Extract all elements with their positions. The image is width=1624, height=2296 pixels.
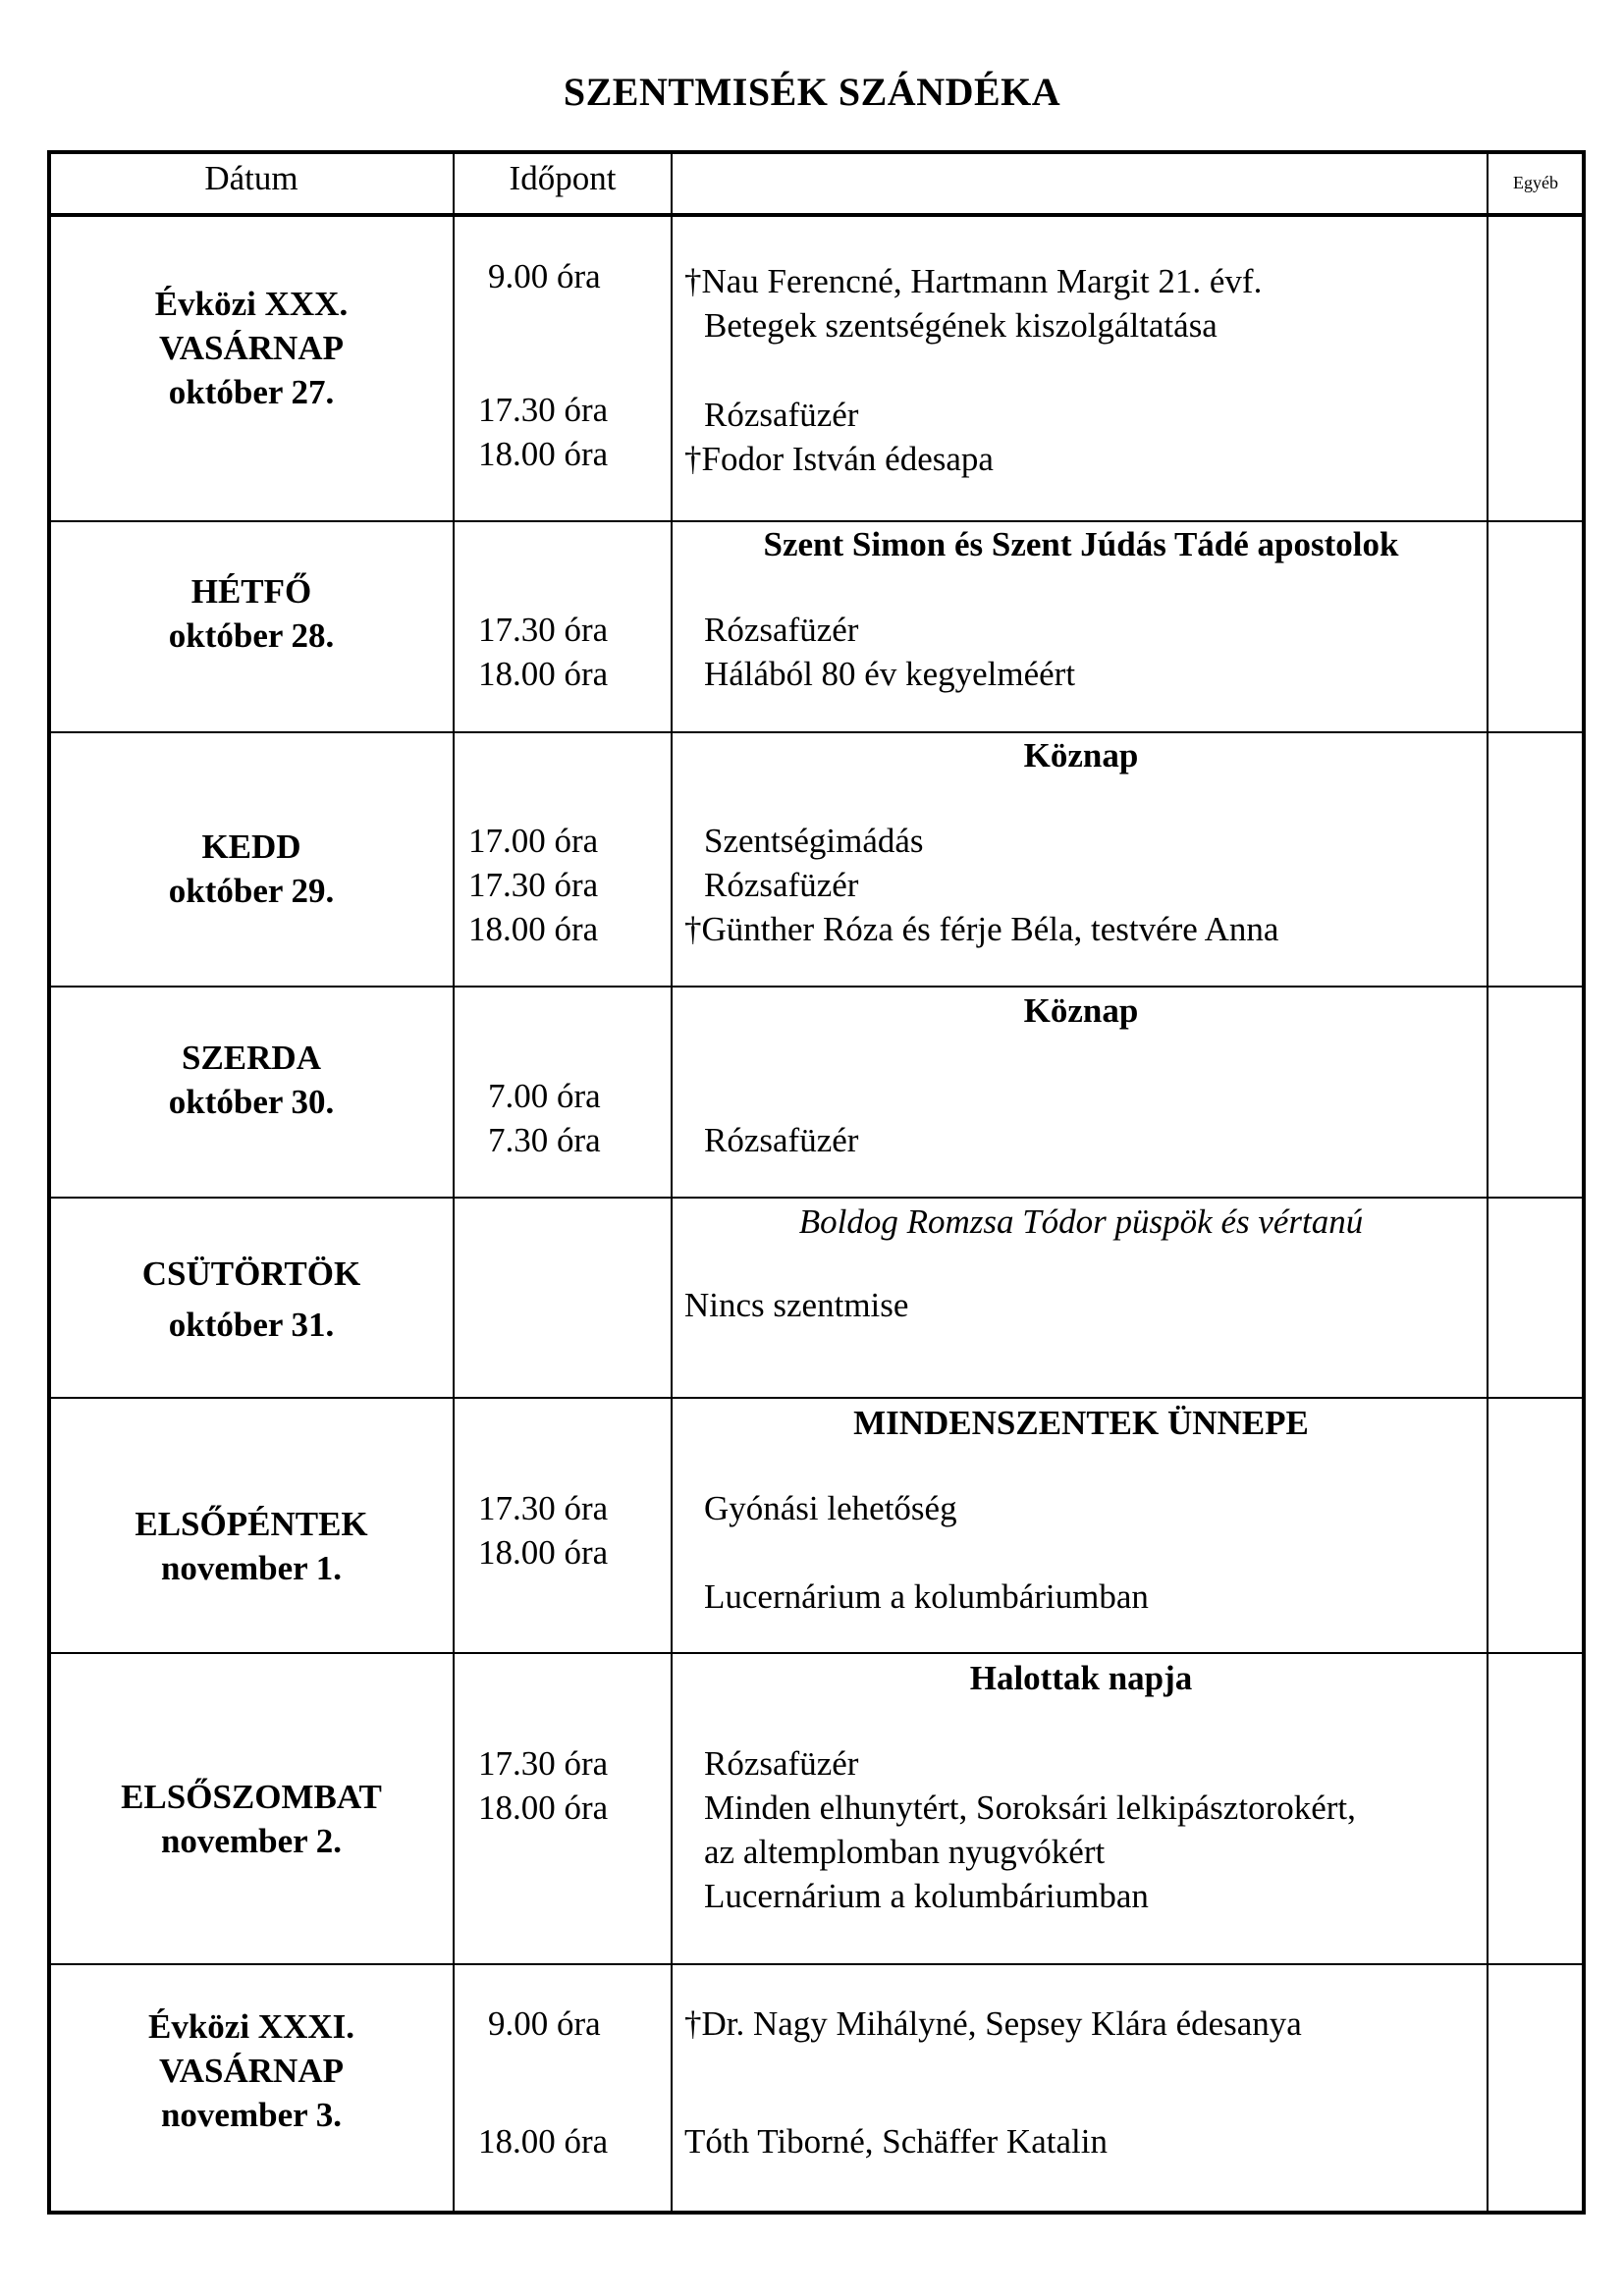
mass-time: 18.00 óra — [478, 435, 609, 473]
mass-time: 17.00 óra — [468, 822, 599, 860]
day-label: ELSŐPÉNTEK november 1. — [135, 1505, 368, 1587]
feast-title: Halottak napja — [969, 1659, 1193, 1697]
day-label: HÉTFŐ október 28. — [168, 572, 335, 655]
row-divider — [47, 1397, 1586, 1399]
column-divider — [671, 150, 673, 2215]
feast-title: Köznap — [1023, 736, 1139, 774]
mass-time: 9.00 óra — [488, 257, 601, 295]
mass-time: 7.00 óra — [488, 1077, 601, 1115]
feast-title: Boldog Romzsa Tódor püspök és vértanú — [798, 1202, 1364, 1241]
intention-line: Minden elhunytért, Soroksári lelkipásztorokért, — [704, 1789, 1356, 1827]
day-label: ELSŐSZOMBAT november 2. — [121, 1778, 382, 1860]
intention-line: Betegek szentségének kiszolgáltatása — [704, 306, 1218, 345]
row-divider — [47, 1197, 1586, 1199]
mass-time: 7.30 óra — [488, 1121, 601, 1159]
header-time: Időpont — [509, 159, 617, 197]
intention-line: Tóth Tiborné, Schäffer Katalin — [684, 2122, 1108, 2161]
intention-line: Nincs szentmise — [684, 1286, 909, 1324]
header-other: Egyéb — [1513, 173, 1558, 192]
mass-time: 18.00 óra — [478, 1533, 609, 1572]
day-label: SZERDA október 30. — [168, 1039, 335, 1121]
mass-time: 18.00 óra — [478, 2122, 609, 2161]
intention-line: Rózsafüzér — [704, 1744, 859, 1783]
mass-time: 17.30 óra — [478, 1489, 609, 1527]
row-divider — [47, 986, 1586, 988]
row-divider — [47, 1652, 1586, 1654]
intention-line: †Nau Ferencné, Hartmann Margit 21. évf. — [684, 262, 1263, 300]
intention-line: †Fodor István édesapa — [684, 440, 994, 478]
feast-title: Köznap — [1023, 991, 1139, 1030]
feast-title: MINDENSZENTEK ÜNNEPE — [853, 1404, 1309, 1442]
mass-time: 17.30 óra — [478, 391, 609, 429]
intention-line: Gyónási lehetőség — [704, 1489, 957, 1527]
mass-time: 18.00 óra — [468, 910, 599, 948]
header-date: Dátum — [204, 159, 298, 197]
day-label: KEDD október 29. — [168, 828, 335, 910]
mass-time: 17.30 óra — [478, 1744, 609, 1783]
column-divider — [1487, 150, 1489, 2215]
row-divider — [47, 1963, 1586, 1965]
intention-line: Hálából 80 év kegyelméért — [704, 655, 1076, 693]
page-title: SZENTMISÉK SZÁNDÉKA — [563, 70, 1061, 114]
intention-line: Szentségimádás — [704, 822, 924, 860]
row-divider — [47, 520, 1586, 522]
mass-time: 18.00 óra — [478, 655, 609, 693]
intention-line: †Günther Róza és férje Béla, testvére Anna — [684, 910, 1279, 948]
mass-time: 9.00 óra — [488, 2004, 601, 2043]
column-divider — [453, 150, 455, 2215]
day-label: Évközi XXXI. VASÁRNAP november 3. — [147, 2007, 355, 2134]
row-divider — [47, 731, 1586, 733]
header-divider — [47, 213, 1586, 217]
intention-line: Rózsafüzér — [704, 866, 859, 904]
intention-line: Rózsafüzér — [704, 1121, 859, 1159]
intention-line: az altemplomban nyugvókért — [704, 1833, 1106, 1871]
mass-time: 17.30 óra — [478, 611, 609, 649]
intention-line: Lucernárium a kolumbáriumban — [704, 1877, 1149, 1915]
day-label: Évközi XXX. VASÁRNAP október 27. — [154, 285, 349, 411]
intention-line: Rózsafüzér — [704, 611, 859, 649]
intention-line: Rózsafüzér — [704, 396, 859, 434]
intention-line: Lucernárium a kolumbáriumban — [704, 1577, 1149, 1616]
day-label: CSÜTÖRTÖK október 31. — [141, 1255, 361, 1344]
intention-line: †Dr. Nagy Mihályné, Sepsey Klára édesanya — [684, 2004, 1302, 2043]
mass-time: 18.00 óra — [478, 1789, 609, 1827]
mass-time: 17.30 óra — [468, 866, 599, 904]
feast-title: Szent Simon és Szent Júdás Tádé apostolok — [763, 525, 1399, 563]
